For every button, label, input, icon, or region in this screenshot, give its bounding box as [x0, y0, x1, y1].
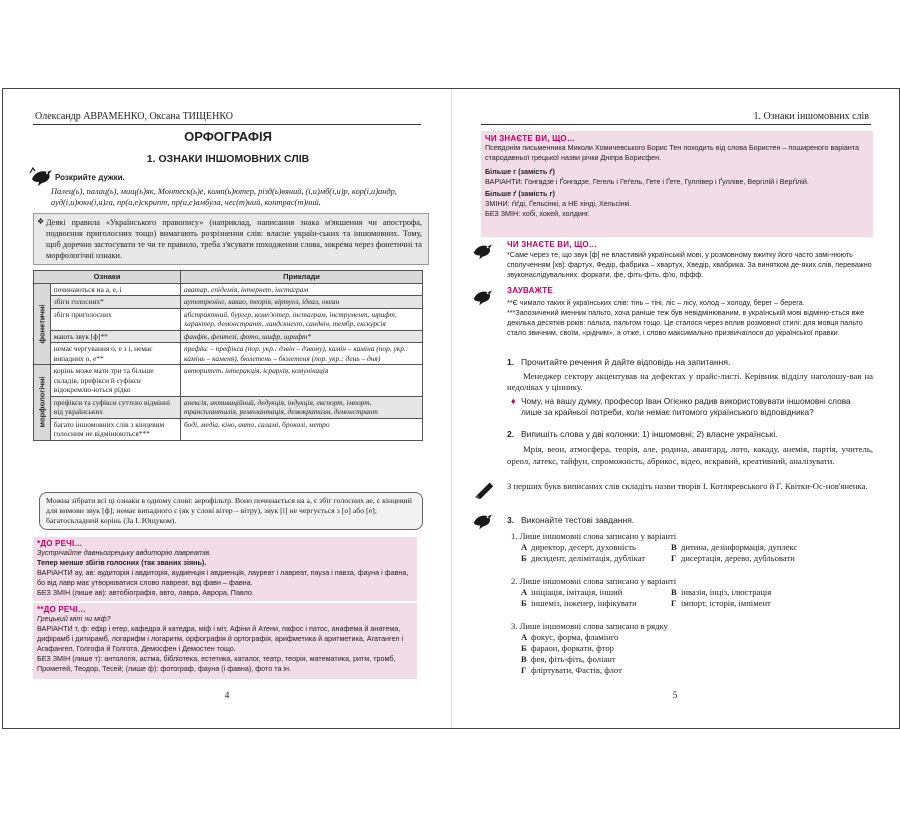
option-v[interactable]: В фея, фіть-фіть, фоліант [521, 654, 616, 664]
raven-icon [471, 239, 495, 261]
more-variants: ВАРІАНТИ: Гонгадзе і Ґонгадзе, Гегель і Геґель, Гете і Ґете, Гуллівер і Ґулліве, Вергілій і Верґілій. [485, 177, 809, 186]
box1-line3: ВАРІАНТИ ау, ав: аудиторія і авдиторія, аудиенція і авдиенція, лауреат і лавреат, пауза і павза, фауна і фавна, бо від лавр має утворюватися слово лавреат, від фавн – фавна. [37, 568, 409, 587]
table-cell-example: аутотренінг, какао, теорія, віртуоз, ідеал, океан [181, 296, 423, 309]
origin-signs-table [33, 270, 423, 441]
test-question-text: 1. Лише іншомовні слова записано у варіанті [511, 531, 677, 541]
exercise-2-text: Мрія, веон, атмосфера, теорія, але, родина, авангард, лото, какаду, анемія, партія, учитель, ореол, латекс, тайфун, спроможність, абрикос, відео, яскравий, креативний, аналізувати. [507, 444, 873, 466]
left-page [3, 89, 451, 728]
test-question-1 [511, 531, 871, 564]
exercise-1-question: Чому, на вашу думку, професор Іван Огієнко радив використовувати іншомовні слова лише за крайньої потреби, коли немає питомого українського відповідника? [521, 396, 851, 417]
know2-heading: ЧИ ЗНАЄТЕ ВИ, ЩО… [507, 240, 598, 249]
remark-heading: ЗАУВАЖТЕ [507, 286, 553, 295]
table-group-morph: морфологічні [34, 365, 51, 441]
know1-text: Псевдонім письменника Миколи Хомичевського Борис Тен походить від слова Бористен – поширеного варіанта стародавньої грецької назви річки Дніпра Борисфен. [485, 143, 860, 162]
option-b[interactable]: Б іншеміз, інженер, інфікувати [521, 598, 637, 608]
more-g2-heading: Більше ґ (замість г) [485, 189, 555, 198]
exercise-2-number: 2. [507, 429, 515, 439]
more-changes: ЗМІНИ: ґіґді, Ґельсінкі, а НЕ хінді, Хельсінкі. [485, 199, 632, 208]
book-spread [2, 88, 900, 729]
box2-line2: ВАРІАНТИ т, ф: ефір і етер, кафедра й катедра, міф і міт, Афіни й Атени, пафос і патос, анафема й анатема, дифірамб і дитирамб, логарифм і логаритм, орфографія й ортографія, арифметика й аритметика, Агатангел і Агафангел, Голгофа й Голгота, Демосфен і Демостен тощо. [37, 624, 404, 653]
table-row [34, 365, 423, 397]
table-cell-sign: збіги голосних* [50, 296, 180, 309]
raven-icon [471, 509, 495, 531]
test-question-2 [511, 576, 871, 609]
table-cell-example: боді, медіа, кіно, авто, саламі, броколі, метро [181, 418, 423, 440]
table-cell-sign: префікси та суфікси суттєво відмінні від українських [50, 396, 180, 418]
box1-line2: Тепер менше збігів голосних (так званих зіянь). [37, 558, 207, 567]
box1-line1: Зустрічайте давньогрецьку авдиторію лавреатів. [37, 548, 212, 557]
task-label: Розкрийте дужки. [55, 173, 125, 182]
table-cell-sign: корінь може мати три та більше складів, префікси й суфікси відокремлю-ються рідко [50, 365, 180, 397]
did-you-know-block [481, 131, 873, 237]
table-cell-sign: багато іншомовних слів з кінцевим голосним не відмінюються*** [50, 418, 180, 440]
raven-icon [29, 165, 55, 187]
table-header-signs: Ознаки [34, 271, 181, 284]
table-row [34, 330, 423, 343]
table-cell-example: анексія, активаційний, дедукція, індукція, експорт, імпорт, транспланталія, ремплантація, демократизм, демонстрант [181, 396, 423, 418]
option-a[interactable]: А фокус, форма, фламінго [521, 632, 619, 642]
task-text: Палец(ь), палац(ь), мищ(ь)як, Монтеск(ь)е, комп(ь)ютер, різд(ь)вяний, (і,и)мб(і,и)р, кор(і,и)андр, ауд(і,и)юкн(і,и)га, пр(и,е)скрипт, пр(и,е)амбула, чес(т)ний, контрас(т)ний. [51, 187, 397, 207]
test-question-text: 3. Лише іншомовні слова записано в рядку [511, 621, 668, 631]
rule-box-bullet-icon: ❖ [37, 217, 45, 226]
exercise-3-task: Виконайте тестові завдання. [521, 515, 635, 525]
section-title: 1. ОЗНАКИ ІНШОМОВНИХ СЛІВ [146, 153, 310, 165]
table-cell-sign: починаються на а, е, і [50, 283, 180, 296]
diamond-icon: ♦ [511, 396, 516, 406]
option-g[interactable]: Г дисертація, дерево, дубльовати [671, 553, 795, 563]
table-header-examples: Приклади [181, 271, 423, 284]
exercise-3-number: 3. [507, 515, 515, 525]
box2-line3: БЕЗ ЗМІН (лише т): антологія, астма, бібліотека, естетика, каталог, театр, теорія, математика, ритм, тромб, Прометей, Теодор, Тесей; (лише ф): фотограф, фауна (і фавна), фото та ін. [37, 654, 396, 673]
option-a[interactable]: А директор, десерт, духовність [521, 542, 636, 552]
table-row [34, 283, 423, 296]
rule-box-text: Деякі правила «Українського правопису» (наприклад, написання знака м'якшення чи апострофа, подвоєння приголосних тощо) вимагають розрізнення слів: власне україн-ських та іншомовних. Тому, щоб доречно застосувати те чи те правило, треба з'ясувати походження слова, зокрема через фонетичні та морфологічні ознаки. [46, 218, 422, 260]
table-row [34, 396, 423, 418]
right-page-number: 5 [672, 690, 678, 700]
page-title: ОРФОГРАФІЯ [184, 129, 272, 144]
remark-line1: **Є чимало таких й українських слів: тінь – тіні, ліс – лісу, холод – холоду, берег – берега. [507, 298, 805, 307]
left-header-rule [33, 124, 421, 125]
table-row [34, 343, 423, 365]
raven-icon [471, 285, 495, 307]
box2-line1: Грецький міт чи міф? [37, 614, 111, 623]
table-cell-sign: немає чергування о, е з і, немає випадних о, е** [50, 343, 180, 365]
exercise-1-task: Прочитайте речення й дайте відповідь на запитання. [521, 357, 731, 367]
note-box [39, 492, 423, 530]
box2-heading: **ДО РЕЧІ… [37, 605, 86, 614]
know2-text: *Саме через те, що звук [ф] не властивий українській мові, у розмовному вжитку його часто замі-нюють сполученням [хв]: фартух, Федір, фабрика – хвартух, Хведір, хвабрика. За винятком де-яких слів, переважно звуконаслідувальних: форкати, фе, фіть-фіть, ф'ю, пффф. [507, 250, 872, 279]
option-g[interactable]: Г фліртувати, Фастів, флот [521, 665, 622, 675]
table-header-row [34, 271, 423, 284]
option-a[interactable]: А ініціація, імітація, інший [521, 587, 623, 597]
table-cell-sign: мають звук [ф]** [50, 330, 180, 343]
table-cell-sign: збіги приголосних [50, 308, 180, 330]
option-g[interactable]: Г імпорт, історія, імпімент [671, 598, 771, 608]
table-row [34, 296, 423, 309]
did-you-know-box-1 [33, 537, 417, 601]
table-cell-example: аватар, епідемія, інтернет, інстаграм [181, 283, 423, 296]
exercise-1-number: 1. [507, 357, 515, 367]
note-box-text: Можна зібрати всі ці ознаки в одному слові: аерофільтр. Воно починається на а, є збіг голосних ае, є кінцевий для вимови звук [ф]; немає випадного ε (як у слові вітер – вітру), звук [і] не чергується з [о] або [е]; багатоскладний корінь (За І. Ющуком). [46, 496, 412, 525]
remark-line2: ***Запозичений іменник пальто, хоча раніше теж був невідмінюваним, в українській мові відміню-ється вже декілька десятків років: пальта, пальтом тощо. Це сталося через вплив розмовної стилі: для мовця пальто стало звичним, своїм, «рідним», а отже, і слово максимально призвичаїлося до української правки. [507, 308, 865, 337]
exercise-1-text: Менеджер сектору акцентував на дефектах у прайс-листі. Керівник відділу наголошу-вав на недоліках у ціннику. [507, 371, 873, 392]
table-cell-example: абстрактний, бургер, комп'ютер, інстаграм, інструмент, шрифт, характер, демонстрант, ландскнехт, сандвіч, тембр, екскурсія [181, 308, 423, 330]
rule-box [33, 213, 429, 265]
test-question-text: 2. Лише іншомовні слова записано у варіанті [511, 576, 677, 586]
table-group-phonetic: фонетичні [34, 283, 51, 365]
exercise-2-task: Випишіть слова у дві колонки: 1) іншомовні; 2) власне українські. [521, 429, 778, 439]
more-g-heading: Більше г (замість ґ) [485, 167, 555, 176]
option-v[interactable]: В інвазія, інціз, ілюстрація [671, 587, 772, 597]
more-no-changes: БЕЗ ЗМІН: хобі, хокей, холдинг. [485, 209, 590, 218]
left-running-header: Олександр АВРАМЕНКО, Оксана ТИЩЕНКО [35, 111, 233, 122]
right-running-header: 1. Ознаки іншомовних слів [753, 111, 869, 122]
know1-heading: ЧИ ЗНАЄТЕ ВИ, ЩО… [485, 134, 576, 143]
pen-icon [473, 479, 497, 499]
test-question-3 [511, 621, 871, 676]
table-cell-example: префікс – префікса (пор. укр.: дзвін – дзвону), камін – каміна (пор. укр.: камінь – каменя), бюлетень – бюлетеня (пор. укр.: день – дня) [181, 343, 423, 365]
option-v[interactable]: В дитина, дезінформація, дуплекс [671, 542, 798, 552]
table-row [34, 308, 423, 330]
table-row [34, 418, 423, 440]
table-cell-example: авторитет, інтеракція, ієрархія, комунікація [181, 365, 423, 397]
left-page-number: 4 [224, 690, 230, 700]
did-you-know-box-2 [33, 603, 417, 679]
table-cell-example: фанфік, фентезі, фото, шифр, шрифт* [181, 330, 423, 343]
author-task: З перших букв виписаних слів складіть назви творів І. Котляревського й Г. Квітки-Ос-нов'яненка. [507, 481, 868, 491]
option-b[interactable]: Б фараон, форкати, фтор [521, 643, 614, 653]
box1-line4: БЕЗ ЗМІН (лише ав): автобіографія, авто, лавра, Аврора, Павло. [37, 588, 254, 597]
right-header-rule [481, 124, 871, 125]
right-page [451, 89, 899, 728]
box1-heading: *ДО РЕЧІ… [37, 539, 83, 548]
option-b[interactable]: Б дисидент, делімітація, дублікат [521, 553, 645, 563]
